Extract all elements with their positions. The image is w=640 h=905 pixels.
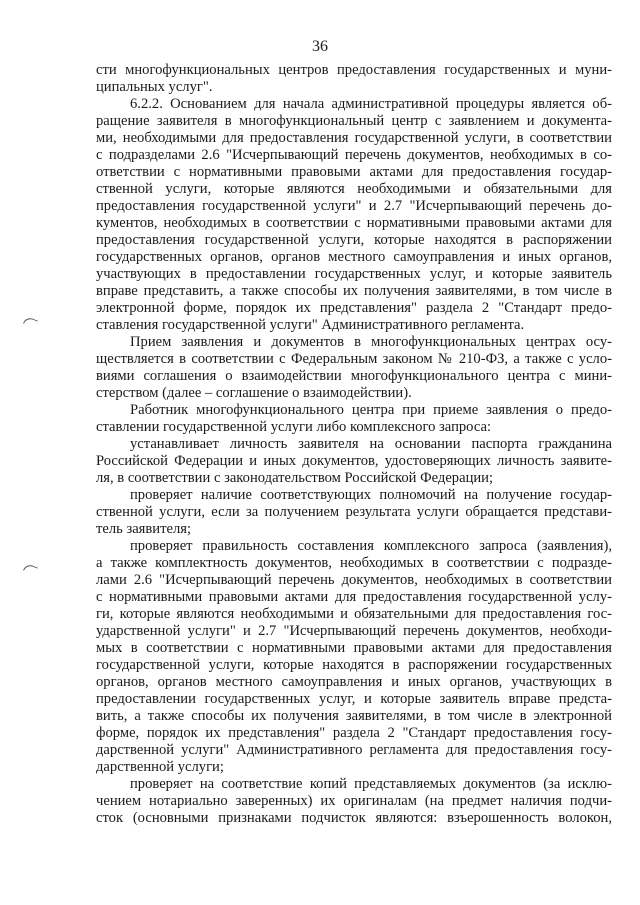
text-line: ственной услуги, если за получением результата услуги обращается представи- bbox=[96, 504, 612, 520]
text-line: ставлении государственной услуги либо комплексного запроса: bbox=[96, 419, 492, 435]
text-line: ственной услуги, которые являются необходимыми и обязательными для bbox=[96, 181, 612, 197]
text-line: проверяет правильность составления комплексного запроса (заявления), bbox=[130, 538, 612, 554]
text-line: проверяет на соответствие копий представляемых документов (за исклю- bbox=[130, 776, 612, 792]
text-line: ращение заявителя в многофункциональный центр с заявлением и документа- bbox=[96, 113, 612, 129]
text-line: органов, органов местного самоуправления и иных органов, участвующих в bbox=[96, 674, 612, 690]
text-line: вправе представить, а также способы их получения заявителями, в том числе в bbox=[96, 283, 612, 299]
text-line: виями соглашения о взаимодействии многофункционального центра с мини- bbox=[96, 368, 612, 384]
text-line: стерством (далее – соглашение о взаимодействии). bbox=[96, 385, 412, 401]
text-line: сток (основными признаками подчисток являются: взъерошенность волокон, bbox=[96, 810, 612, 826]
text-line: с нормативными правовыми актами для предоставления государственной услу- bbox=[96, 589, 612, 605]
text-line: ударственной услуги" и 2.7 "Исчерпывающий перечень документов, необходи- bbox=[96, 623, 612, 639]
margin-mark bbox=[23, 316, 38, 328]
text-line: Российской Федерации и иных документов, удостоверяющих личность заявите- bbox=[96, 453, 612, 469]
text-line: дарственной услуги" Административного регламента для предоставления госу- bbox=[96, 742, 612, 758]
text-line: мых в соответствии с нормативными правовыми актами для предоставления bbox=[96, 640, 612, 656]
text-line: ми, необходимыми для предоставления государственной услуги, в соответствии bbox=[96, 130, 612, 146]
text-line: ществляется в соответствии с Федеральным законом № 210-ФЗ, а также с усло- bbox=[96, 351, 612, 367]
text-line: государственных органов, органов местного самоуправления и иных органов, bbox=[96, 249, 612, 265]
text-line: а также комплектность документов, необходимых в соответствии с подразде- bbox=[96, 555, 612, 571]
text-line: ципальных услуг". bbox=[96, 79, 213, 95]
text-line: тель заявителя; bbox=[96, 521, 192, 537]
text-line: ставления государственной услуги" Административного регламента. bbox=[96, 317, 525, 333]
text-line: чением нотариально заверенных) их оригиналам (на предмет наличия подчи- bbox=[96, 793, 612, 809]
text-line: сти многофункциональных центров предоставления государственных и муни- bbox=[96, 62, 612, 78]
document-body bbox=[96, 62, 612, 827]
text-line: Работник многофункционального центра при приеме заявления о предо- bbox=[130, 402, 612, 418]
text-line: ги, которые являются необходимыми и обязательными для предоставления гос- bbox=[96, 606, 612, 622]
text-line: проверяет наличие соответствующих полномочий на получение государ- bbox=[130, 487, 612, 503]
text-line: участвующих в предоставлении государственных услуг, и которые заявитель bbox=[96, 266, 612, 282]
text-line: ля, в соответствии с законодательством Российской Федерации; bbox=[96, 470, 494, 486]
text-line: кументов, необходимых в соответствии с нормативными правовыми актами для bbox=[96, 215, 612, 231]
text-line: предоставлении государственных услуг, и которые заявитель вправе предста- bbox=[96, 691, 612, 707]
text-line: вить, а также способы их получения заявителями, в том числе в электронной bbox=[96, 708, 612, 724]
text-line: лами 2.6 "Исчерпывающий перечень документов, необходимых в соответствии bbox=[96, 572, 612, 588]
margin-mark bbox=[23, 563, 38, 575]
text-line: ответствии с нормативными правовыми актами для предоставления государ- bbox=[96, 164, 612, 180]
text-line: государственной услуги, которые находятся в распоряжении государственных bbox=[96, 657, 612, 673]
text-line: предоставления государственной услуги, которые находятся в распоряжении bbox=[96, 232, 612, 248]
page-number: 36 bbox=[312, 38, 328, 55]
text-line: дарственной услуги; bbox=[96, 759, 224, 775]
text-line: форме, порядок их представления" раздела 2 "Стандарт предоставления госу- bbox=[96, 725, 612, 741]
text-line: устанавливает личность заявителя на основании паспорта гражданина bbox=[130, 436, 612, 452]
text-line: электронной форме, порядок их представления" раздела 2 "Стандарт предо- bbox=[96, 300, 612, 316]
text-line: с подразделами 2.6 "Исчерпывающий перечень документов, необходимых в со- bbox=[96, 147, 612, 163]
text-line: 6.2.2. Основанием для начала административной процедуры является об- bbox=[130, 96, 612, 112]
text-line: Прием заявления и документов в многофункциональных центрах осу- bbox=[130, 334, 612, 350]
text-line: предоставления государственной услуги" и 2.7 "Исчерпывающий перечень до- bbox=[96, 198, 612, 214]
